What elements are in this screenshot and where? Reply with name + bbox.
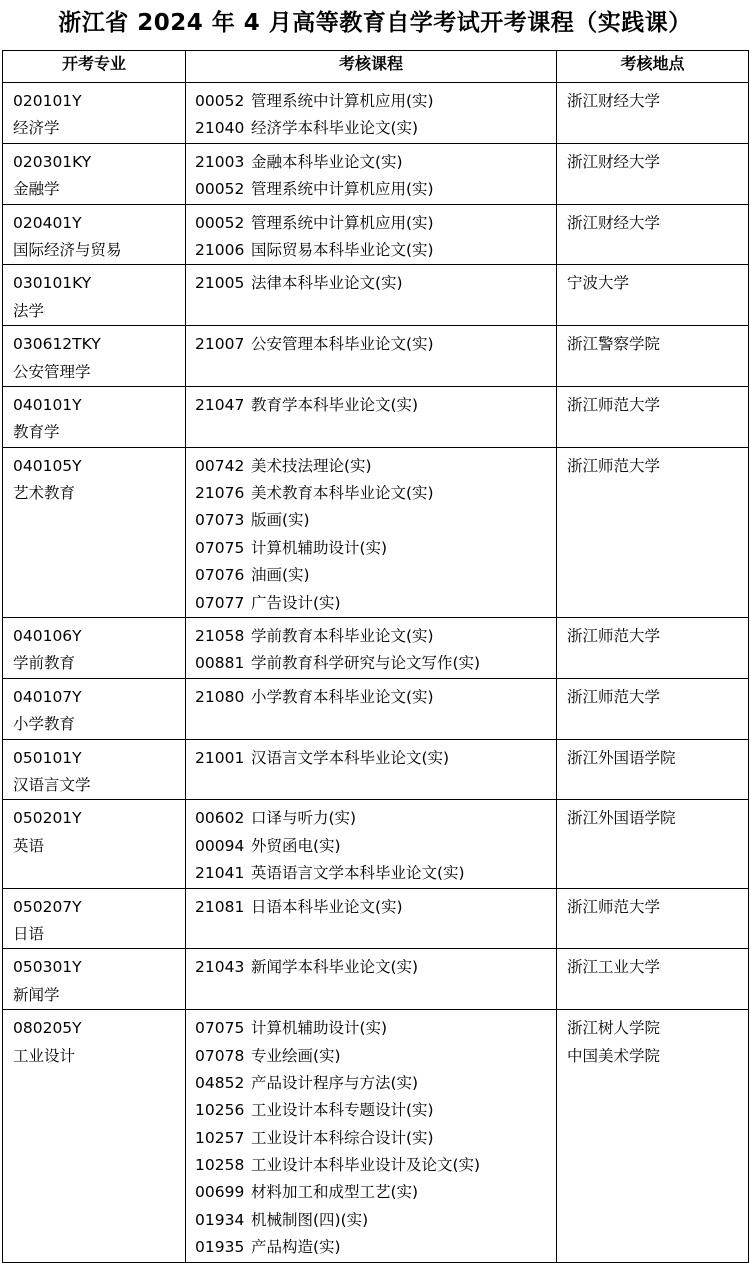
site-cell: [557, 143, 749, 204]
course-name: 经济学本科毕业论文(实): [251, 119, 419, 138]
course-code: 00052: [195, 92, 245, 110]
table-row: [3, 386, 749, 447]
table-row: [3, 800, 749, 888]
course-code: 21007: [195, 335, 245, 354]
site-name: 中国美术学院: [567, 1046, 661, 1065]
course-cell: [186, 618, 557, 679]
table-row: [3, 265, 749, 326]
course-item: [186, 894, 556, 921]
course-name: 产品设计程序与方法(实): [251, 1073, 419, 1092]
table-row: [3, 949, 749, 1010]
major-code: 040107Y: [13, 687, 82, 706]
course-cell: [186, 83, 557, 144]
course-item: [186, 210, 556, 237]
major-name: 国际经济与贸易: [13, 240, 122, 259]
course-cell: [186, 739, 557, 800]
course-item: [186, 507, 556, 534]
course-item: [186, 392, 556, 419]
course-name: 学前教育本科毕业论文(实): [251, 627, 434, 646]
major-cell: [3, 265, 186, 326]
course-code: 21006: [195, 240, 245, 259]
course-name: 版画(实): [251, 511, 310, 530]
course-cell: [186, 678, 557, 739]
course-item: [186, 331, 556, 358]
site-cell: [557, 888, 749, 949]
blank-line: [186, 359, 556, 386]
course-code: 21005: [195, 274, 245, 293]
blank-line: [186, 982, 556, 1009]
course-code: 21001: [195, 748, 245, 767]
course-name: 计算机辅助设计(实): [251, 1019, 388, 1038]
site-name: 宁波大学: [567, 274, 630, 293]
course-cell: [186, 326, 557, 387]
site-cell: [557, 618, 749, 679]
table-row: [3, 204, 749, 265]
site-name: 浙江财经大学: [567, 152, 661, 171]
course-cell: [186, 447, 557, 617]
course-code: 07076: [195, 566, 245, 585]
table-row: [3, 326, 749, 387]
major-name: 教育学: [13, 423, 60, 442]
site-name: 浙江工业大学: [567, 958, 661, 977]
blank-line: [186, 772, 556, 799]
major-code: 030612TKY: [13, 335, 101, 354]
site-name: 浙江财经大学: [567, 213, 661, 232]
major-name: 小学教育: [13, 715, 76, 734]
course-item: [186, 1179, 556, 1206]
course-cell: [186, 386, 557, 447]
course-name: 管理系统中计算机应用(实): [251, 180, 434, 199]
major-name: 学前教育: [13, 654, 76, 673]
course-item: [186, 176, 556, 203]
course-code: 07075: [195, 1019, 245, 1038]
course-item: [186, 115, 556, 142]
course-item: [186, 1234, 556, 1261]
course-item: [186, 562, 556, 589]
site-cell: [557, 739, 749, 800]
course-code: 21003: [195, 152, 245, 171]
major-code: 020401Y: [13, 213, 82, 232]
course-code: 21076: [195, 484, 245, 503]
major-name: 新闻学: [13, 985, 60, 1004]
course-item: [186, 1152, 556, 1179]
course-item: [186, 1043, 556, 1070]
major-code: 050201Y: [13, 809, 82, 828]
course-name: 公安管理本科毕业论文(实): [251, 335, 434, 354]
course-name: 管理系统中计算机应用(实): [251, 213, 434, 232]
course-cell: [186, 204, 557, 265]
course-code: 00699: [195, 1183, 245, 1202]
course-cell: [186, 949, 557, 1010]
major-cell: [3, 678, 186, 739]
blank-line: [186, 711, 556, 738]
major-code: 050301Y: [13, 958, 82, 977]
major-cell: [3, 949, 186, 1010]
major-cell: [3, 447, 186, 617]
major-cell: [3, 618, 186, 679]
major-name: 艺术教育: [13, 484, 76, 503]
course-name: 计算机辅助设计(实): [251, 538, 388, 557]
course-name: 工业设计本科综合设计(实): [251, 1128, 434, 1147]
site-cell: [557, 447, 749, 617]
course-item: [186, 684, 556, 711]
site-name: 浙江师范大学: [567, 456, 661, 475]
header-course: 考核课程: [186, 51, 557, 83]
site-cell: [557, 83, 749, 144]
major-code: 040106Y: [13, 627, 82, 646]
table-row: [3, 888, 749, 949]
major-cell: [3, 143, 186, 204]
major-name: 金融学: [13, 180, 60, 199]
course-code: 01935: [195, 1238, 245, 1257]
major-name: 英语: [13, 836, 45, 855]
course-name: 学前教育科学研究与论文写作(实): [251, 654, 481, 673]
course-item: [186, 623, 556, 650]
course-item: [186, 745, 556, 772]
major-name: 法学: [13, 301, 45, 320]
course-item: [186, 1097, 556, 1124]
major-cell: [3, 800, 186, 888]
course-item: [186, 805, 556, 832]
major-name: 经济学: [13, 119, 60, 138]
major-cell: [3, 1010, 186, 1263]
major-cell: [3, 386, 186, 447]
blank-line: [186, 419, 556, 446]
course-cell: [186, 143, 557, 204]
course-name: 产品构造(实): [251, 1238, 341, 1257]
course-name: 汉语言文学本科毕业论文(实): [251, 748, 450, 767]
major-code: 020101Y: [13, 92, 82, 110]
course-item: [186, 1207, 556, 1234]
major-name: 工业设计: [13, 1046, 76, 1065]
site-name: 浙江外国语学院: [567, 809, 676, 828]
course-code: 10256: [195, 1101, 245, 1120]
site-name: 浙江财经大学: [567, 92, 661, 110]
table-header-row: [3, 51, 749, 83]
site-name: 浙江外国语学院: [567, 748, 676, 767]
course-code: 07077: [195, 593, 245, 612]
header-major: 开考专业: [3, 51, 186, 83]
course-cell: [186, 1010, 557, 1263]
site-cell: [557, 386, 749, 447]
course-item: [186, 1015, 556, 1042]
course-code: 21040: [195, 119, 245, 138]
site-cell: [557, 204, 749, 265]
course-code: 00094: [195, 836, 245, 855]
course-code: 00881: [195, 654, 245, 673]
course-item: [186, 535, 556, 562]
course-item: [186, 453, 556, 480]
table-row: [3, 447, 749, 617]
major-code: 020301KY: [13, 152, 92, 171]
course-item: [186, 860, 556, 887]
site-cell: [557, 265, 749, 326]
course-name: 国际贸易本科毕业论文(实): [251, 240, 434, 259]
header-site: 考核地点: [557, 51, 749, 83]
course-item: [186, 88, 556, 115]
major-code: 040101Y: [13, 395, 82, 414]
major-code: 080205Y: [13, 1019, 82, 1038]
table-row: [3, 83, 749, 144]
course-cell: [186, 888, 557, 949]
site-name: 浙江警察学院: [567, 335, 661, 354]
course-code: 21043: [195, 958, 245, 977]
exam-course-table: [2, 50, 749, 1263]
major-code: 040105Y: [13, 456, 82, 475]
course-name: 油画(实): [251, 566, 310, 585]
page-title: 浙江省 2024 年 4 月高等教育自学考试开考课程（实践课）: [58, 10, 692, 36]
course-name: 法律本科毕业论文(实): [251, 274, 403, 293]
course-code: 21058: [195, 627, 245, 646]
major-name: 日语: [13, 924, 45, 943]
course-code: 00052: [195, 180, 245, 199]
course-name: 机械制图(四)(实): [251, 1210, 369, 1229]
site-cell: [557, 678, 749, 739]
course-name: 新闻学本科毕业论文(实): [251, 958, 419, 977]
course-code: 00602: [195, 809, 245, 828]
blank-line: [186, 298, 556, 325]
major-cell: [3, 739, 186, 800]
course-code: 01934: [195, 1210, 245, 1229]
major-name: 公安管理学: [13, 362, 91, 381]
table-row: [3, 739, 749, 800]
table-row: [3, 1010, 749, 1263]
course-code: 21041: [195, 864, 245, 883]
course-item: [186, 149, 556, 176]
course-item: [186, 237, 556, 264]
course-name: 日语本科毕业论文(实): [251, 897, 403, 916]
site-cell: [557, 1010, 749, 1263]
site-cell: [557, 326, 749, 387]
course-code: 21047: [195, 395, 245, 414]
table-body: [3, 83, 749, 1263]
site-name: 浙江师范大学: [567, 627, 661, 646]
course-name: 管理系统中计算机应用(实): [251, 92, 434, 110]
site-cell: [557, 949, 749, 1010]
course-code: 00742: [195, 456, 245, 475]
course-code: 21081: [195, 897, 245, 916]
major-cell: [3, 888, 186, 949]
course-item: [186, 590, 556, 617]
major-cell: [3, 83, 186, 144]
course-item: [186, 1125, 556, 1152]
course-name: 金融本科毕业论文(实): [251, 152, 403, 171]
course-code: 04852: [195, 1073, 245, 1092]
major-cell: [3, 204, 186, 265]
course-item: [186, 954, 556, 981]
course-code: 10258: [195, 1156, 245, 1175]
course-item: [186, 480, 556, 507]
course-name: 教育学本科毕业论文(实): [251, 395, 419, 414]
major-name: 汉语言文学: [13, 775, 91, 794]
blank-line: [186, 921, 556, 948]
course-item: [186, 270, 556, 297]
course-name: 工业设计本科毕业设计及论文(实): [251, 1156, 481, 1175]
course-name: 小学教育本科毕业论文(实): [251, 687, 434, 706]
course-name: 美术教育本科毕业论文(实): [251, 484, 434, 503]
major-code: 030101KY: [13, 274, 92, 293]
site-cell: [557, 800, 749, 888]
course-name: 专业绘画(实): [251, 1046, 341, 1065]
course-cell: [186, 265, 557, 326]
course-code: 07078: [195, 1046, 245, 1065]
site-name: 浙江师范大学: [567, 687, 661, 706]
course-item: [186, 1070, 556, 1097]
site-name: 浙江师范大学: [567, 395, 661, 414]
table-row: [3, 678, 749, 739]
course-code: 07073: [195, 511, 245, 530]
course-code: 10257: [195, 1128, 245, 1147]
course-name: 外贸函电(实): [251, 836, 341, 855]
course-name: 工业设计本科专题设计(实): [251, 1101, 434, 1120]
site-name: 浙江树人学院: [567, 1019, 661, 1038]
course-code: 21080: [195, 687, 245, 706]
major-code: 050101Y: [13, 748, 82, 767]
course-item: [186, 650, 556, 677]
table-row: [3, 618, 749, 679]
course-name: 材料加工和成型工艺(实): [251, 1183, 419, 1202]
table-row: [3, 143, 749, 204]
major-code: 050207Y: [13, 897, 82, 916]
course-item: [186, 833, 556, 860]
course-name: 口译与听力(实): [251, 809, 357, 828]
site-name: 浙江师范大学: [567, 897, 661, 916]
course-name: 美术技法理论(实): [251, 456, 372, 475]
course-code: 00052: [195, 213, 245, 232]
course-cell: [186, 800, 557, 888]
course-name: 英语语言文学本科毕业论文(实): [251, 864, 465, 883]
course-name: 广告设计(实): [251, 593, 341, 612]
major-cell: [3, 326, 186, 387]
course-code: 07075: [195, 538, 245, 557]
